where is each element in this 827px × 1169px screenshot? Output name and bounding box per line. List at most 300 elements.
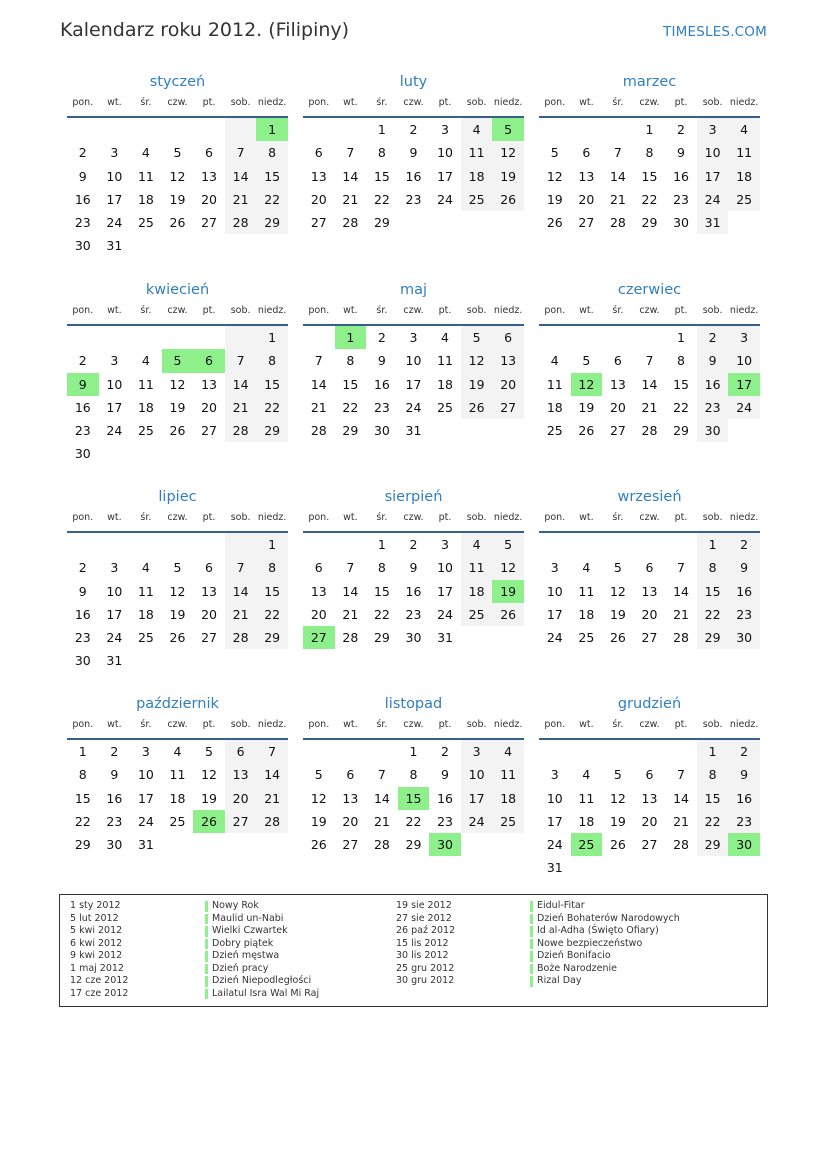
day-cell: 22 (342, 399, 359, 415)
weekday-label: pon. (544, 719, 566, 730)
day-cell: 23 (405, 191, 422, 207)
week-row (67, 373, 288, 396)
week-row (539, 833, 760, 856)
day-cell: 4 (461, 118, 493, 141)
day-cell: 18 (137, 191, 154, 207)
legend-date: 30 lis 2012 (396, 950, 449, 961)
day-cell: 1 (409, 744, 418, 759)
day-cell: 30 (728, 626, 760, 649)
day-cell: 25 (461, 603, 493, 626)
empty-day-cell (461, 211, 493, 234)
weekday-label: wt. (107, 305, 122, 316)
weekday-label: czw. (403, 512, 424, 523)
day-cell: 22 (256, 603, 288, 626)
day-cell: 27 (609, 423, 626, 439)
week-row (303, 556, 524, 579)
day-cell: 18 (461, 580, 493, 603)
day-cell: 22 (256, 396, 288, 419)
day-cell: 3 (110, 353, 119, 369)
week-row (303, 580, 524, 603)
day-cell: 2 (697, 326, 729, 349)
week-row (67, 740, 288, 763)
day-cell: 10 (106, 583, 123, 599)
day-cell: 7 (225, 141, 257, 164)
week-row (67, 833, 288, 856)
day-cell: 14 (641, 376, 658, 392)
day-cell: 8 (377, 145, 386, 161)
day-cell: 6 (205, 560, 213, 576)
weekday-label: niedz. (493, 512, 523, 523)
empty-day-cell (193, 326, 225, 349)
day-cell: 11 (461, 141, 493, 164)
holiday-day-cell: 17 (728, 373, 760, 396)
weekday-label: pt. (674, 512, 688, 523)
empty-day-cell (162, 442, 194, 465)
day-cell: 6 (205, 145, 213, 161)
day-cell: 23 (728, 810, 760, 833)
day-cell: 30 (74, 653, 91, 669)
day-cell: 20 (201, 606, 217, 622)
day-cell: 9 (409, 560, 418, 576)
day-cell: 15 (697, 787, 729, 810)
empty-day-cell (99, 326, 131, 349)
empty-day-cell (225, 234, 257, 257)
weekday-label: pt. (202, 305, 216, 316)
weekday-label: czw. (403, 305, 424, 316)
day-cell: 15 (342, 376, 359, 392)
empty-day-cell (162, 326, 194, 349)
day-cell: 17 (437, 168, 453, 184)
day-cell: 12 (609, 583, 626, 599)
legend-holiday-name: Maulid un-Nabi (205, 913, 319, 926)
day-cell: 5 (550, 145, 559, 161)
empty-day-cell (130, 234, 162, 257)
day-cell: 16 (405, 583, 422, 599)
day-cell: 23 (74, 215, 91, 231)
day-cell: 9 (728, 556, 760, 579)
legend-date: 1 maj 2012 (70, 962, 124, 974)
day-cell: 26 (169, 630, 186, 646)
day-cell: 13 (225, 763, 257, 786)
weekday-label: pon. (72, 305, 94, 316)
day-cell: 17 (106, 399, 123, 415)
day-cell: 17 (546, 813, 563, 829)
day-cell: 5 (492, 533, 524, 556)
weekday-header (67, 94, 288, 116)
day-cell: 1 (78, 744, 87, 759)
day-cell: 18 (578, 813, 595, 829)
day-cell: 10 (697, 141, 729, 164)
day-cell: 21 (310, 399, 327, 415)
weekday-label: czw. (167, 512, 188, 523)
legend-holiday-name: Wielki Czwartek (205, 925, 319, 938)
day-cell: 19 (609, 606, 626, 622)
day-cell: 10 (106, 168, 123, 184)
day-cell: 15 (256, 580, 288, 603)
day-cell: 5 (205, 744, 213, 759)
day-cell: 31 (697, 211, 729, 234)
empty-day-cell (539, 326, 571, 349)
day-cell: 27 (201, 215, 217, 231)
day-cell: 4 (141, 560, 150, 576)
day-cell: 8 (78, 767, 87, 783)
week-row (67, 787, 288, 810)
day-cell: 8 (346, 353, 355, 369)
brand-logo[interactable]: TIMESLES.COM (663, 24, 767, 40)
empty-day-cell (162, 533, 194, 556)
weekday-label: pt. (438, 719, 452, 730)
day-cell: 2 (377, 330, 386, 345)
empty-day-cell (130, 118, 162, 141)
day-cell: 9 (110, 767, 119, 783)
month-name: listopad (384, 696, 443, 712)
day-cell: 16 (74, 399, 91, 415)
weekday-label: sob. (702, 305, 723, 316)
day-cell: 29 (673, 423, 689, 439)
day-cell: 24 (697, 188, 729, 211)
day-cell: 9 (728, 763, 760, 786)
day-cell: 11 (546, 376, 563, 392)
empty-day-cell (461, 419, 493, 442)
day-cell: 5 (582, 353, 591, 369)
weekday-label: śr. (376, 719, 388, 730)
day-cell: 20 (492, 373, 524, 396)
legend-date: 6 kwi 2012 (70, 937, 123, 949)
weekday-label: czw. (639, 719, 660, 730)
day-cell: 8 (697, 763, 729, 786)
weekday-label: niedz. (493, 719, 523, 730)
weekday-label: czw. (167, 305, 188, 316)
empty-day-cell (193, 234, 225, 257)
day-cell: 25 (578, 630, 595, 646)
day-cell: 7 (346, 560, 355, 576)
day-cell: 29 (641, 215, 658, 231)
day-cell: 11 (578, 583, 595, 599)
day-cell: 30 (697, 419, 729, 442)
weekday-label: wt. (107, 512, 122, 523)
day-cell: 14 (342, 168, 359, 184)
weekday-header (67, 509, 288, 531)
week-row (539, 165, 760, 188)
week-row (67, 188, 288, 211)
day-cell: 11 (578, 790, 595, 806)
week-row (539, 349, 760, 372)
holiday-day-cell: 30 (429, 833, 461, 856)
day-cell: 4 (173, 744, 182, 759)
day-cell: 7 (225, 349, 257, 372)
legend-holiday-name: Id al-Adha (Święto Ofiary) (530, 925, 680, 938)
day-cell: 19 (201, 790, 217, 806)
day-cell: 4 (492, 740, 524, 763)
day-cell: 18 (137, 606, 154, 622)
week-row (303, 396, 524, 419)
legend-date: 1 sty 2012 (70, 900, 121, 911)
day-cell: 24 (106, 630, 123, 646)
day-cell: 29 (697, 626, 729, 649)
day-cell: 1 (645, 122, 654, 137)
day-cell: 23 (106, 813, 123, 829)
day-cell: 6 (346, 767, 355, 783)
month-name: sierpień (384, 489, 443, 505)
empty-day-cell (225, 833, 257, 856)
day-cell: 16 (106, 790, 123, 806)
week-row (67, 649, 288, 672)
day-cell: 15 (697, 580, 729, 603)
day-cell: 9 (78, 168, 87, 184)
day-cell: 29 (74, 837, 91, 853)
empty-day-cell (130, 649, 162, 672)
day-cell: 21 (673, 606, 689, 622)
day-cell: 24 (405, 399, 422, 415)
week-row (303, 626, 524, 649)
day-cell: 1 (697, 740, 729, 763)
empty-day-cell (303, 533, 335, 556)
day-cell: 14 (673, 790, 689, 806)
week-row (303, 419, 524, 442)
empty-day-cell (225, 442, 257, 465)
weekday-label: pon. (544, 512, 566, 523)
day-cell: 25 (461, 188, 493, 211)
day-cell: 4 (441, 330, 449, 345)
day-cell: 11 (137, 376, 154, 392)
weekday-label: sob. (230, 719, 251, 730)
legend-holiday-name: Nowy Rok (205, 900, 319, 913)
day-cell: 19 (169, 606, 186, 622)
day-cell: 21 (225, 188, 257, 211)
weekday-label: sob. (702, 97, 723, 108)
empty-day-cell (492, 419, 524, 442)
weekday-label: śr. (612, 719, 624, 730)
day-cell: 12 (201, 767, 217, 783)
day-cell: 13 (310, 583, 327, 599)
empty-day-cell (303, 326, 335, 349)
day-cell: 4 (461, 533, 493, 556)
day-cell: 2 (78, 353, 87, 369)
month-block (539, 278, 760, 442)
day-cell: 27 (641, 630, 658, 646)
empty-day-cell (602, 856, 634, 879)
day-cell: 15 (373, 168, 390, 184)
day-cell: 23 (697, 396, 729, 419)
legend-dates-column-2 (396, 900, 455, 988)
day-cell: 24 (461, 810, 493, 833)
day-cell: 10 (461, 763, 493, 786)
empty-day-cell (225, 118, 257, 141)
empty-day-cell (130, 326, 162, 349)
holiday-day-cell: 6 (193, 349, 225, 372)
weekday-label: niedz. (729, 305, 759, 316)
weekday-label: sob. (230, 305, 251, 316)
weekday-label: śr. (612, 97, 624, 108)
empty-day-cell (162, 649, 194, 672)
week-row (67, 763, 288, 786)
day-cell: 10 (546, 790, 563, 806)
day-cell: 26 (609, 837, 626, 853)
day-cell: 16 (74, 606, 91, 622)
legend-names-column-2 (530, 900, 680, 988)
month-name: marzec (622, 74, 677, 90)
empty-day-cell (366, 740, 398, 763)
weekday-label: niedz. (729, 512, 759, 523)
day-cell: 25 (546, 423, 563, 439)
empty-day-cell (225, 649, 257, 672)
day-cell: 14 (225, 580, 257, 603)
day-cell: 6 (225, 740, 257, 763)
legend-date: 25 gru 2012 (396, 962, 455, 974)
holiday-day-cell: 1 (256, 118, 288, 141)
day-cell: 2 (728, 740, 760, 763)
day-cell: 12 (310, 790, 327, 806)
empty-day-cell (571, 740, 603, 763)
day-cell: 31 (106, 238, 123, 254)
day-cell: 23 (74, 630, 91, 646)
day-cell: 7 (314, 353, 323, 369)
weekday-label: wt. (107, 719, 122, 730)
day-cell: 28 (373, 837, 390, 853)
day-cell: 2 (728, 533, 760, 556)
empty-day-cell (193, 118, 225, 141)
day-cell: 8 (256, 349, 288, 372)
day-cell: 8 (677, 353, 685, 369)
day-cell: 10 (437, 145, 453, 161)
day-cell: 5 (173, 560, 182, 576)
empty-day-cell (398, 211, 430, 234)
day-cell: 25 (437, 399, 453, 415)
day-cell: 7 (645, 353, 654, 369)
empty-day-cell (665, 533, 697, 556)
legend-holiday-name: Eidul-Fitar (530, 900, 680, 913)
day-cell: 24 (437, 191, 453, 207)
week-row (303, 349, 524, 372)
legend-dates-column-1 (70, 900, 128, 1000)
week-row (303, 373, 524, 396)
empty-day-cell (571, 118, 603, 141)
weekday-label: czw. (167, 97, 188, 108)
day-cell: 27 (641, 837, 658, 853)
day-cell: 14 (673, 583, 689, 599)
day-cell: 18 (137, 399, 154, 415)
day-cell: 15 (256, 165, 288, 188)
month-block (67, 278, 288, 466)
day-cell: 27 (201, 423, 217, 439)
day-cell: 2 (110, 744, 119, 759)
day-cell: 25 (492, 810, 524, 833)
empty-day-cell (539, 118, 571, 141)
holiday-day-cell: 27 (303, 626, 335, 649)
weekday-label: niedz. (257, 719, 287, 730)
day-cell: 29 (373, 215, 390, 231)
day-cell: 2 (441, 744, 449, 759)
day-cell: 26 (492, 188, 524, 211)
day-cell: 24 (106, 423, 123, 439)
week-row (67, 234, 288, 257)
day-cell: 3 (728, 326, 760, 349)
month-name: październik (136, 696, 219, 712)
week-row (303, 165, 524, 188)
day-cell: 17 (546, 606, 563, 622)
weekday-label: wt. (343, 305, 358, 316)
day-cell: 1 (697, 533, 729, 556)
weekday-label: sob. (466, 719, 487, 730)
weekday-label: pon. (544, 305, 566, 316)
day-cell: 4 (728, 118, 760, 141)
day-cell: 14 (373, 790, 390, 806)
week-row (67, 419, 288, 442)
weekday-label: pt. (202, 512, 216, 523)
month-block (303, 278, 524, 442)
legend-holiday-name: Lailatul Isra Wal Mi Raj (205, 988, 319, 1001)
day-cell: 20 (578, 191, 595, 207)
day-cell: 13 (641, 790, 658, 806)
month-block (303, 70, 524, 234)
month-name: luty (399, 74, 428, 90)
day-cell: 27 (492, 396, 524, 419)
weekday-label: pt. (674, 97, 688, 108)
weekday-label: pt. (438, 305, 452, 316)
week-row (539, 556, 760, 579)
weekday-label: śr. (140, 97, 152, 108)
legend-holiday-name: Dzień męstwa (205, 950, 319, 963)
day-cell: 1 (677, 330, 685, 345)
weekday-label: niedz. (729, 97, 759, 108)
empty-day-cell (728, 419, 760, 442)
holiday-day-cell: 12 (571, 373, 603, 396)
day-cell: 9 (409, 145, 418, 161)
legend-names-column-1 (205, 900, 319, 1000)
day-cell: 13 (578, 168, 595, 184)
day-cell: 27 (201, 630, 217, 646)
day-cell: 16 (728, 787, 760, 810)
empty-day-cell (539, 740, 571, 763)
day-cell: 22 (697, 603, 729, 626)
legend-holiday-name: Dobry piątek (205, 938, 319, 951)
empty-day-cell (162, 833, 194, 856)
day-cell: 15 (641, 168, 658, 184)
day-cell: 20 (310, 191, 327, 207)
week-row (303, 211, 524, 234)
weekday-label: niedz. (257, 305, 287, 316)
week-row (67, 626, 288, 649)
empty-day-cell (665, 740, 697, 763)
day-cell: 8 (645, 145, 654, 161)
empty-day-cell (256, 833, 288, 856)
day-cell: 18 (728, 165, 760, 188)
day-cell: 19 (546, 191, 563, 207)
day-cell: 12 (169, 583, 186, 599)
day-cell: 25 (137, 630, 154, 646)
week-row (303, 833, 524, 856)
day-cell: 8 (377, 560, 386, 576)
weekday-label: wt. (579, 719, 594, 730)
empty-day-cell (193, 442, 225, 465)
weekday-label: niedz. (729, 719, 759, 730)
day-cell: 8 (697, 556, 729, 579)
week-row (539, 373, 760, 396)
week-row (539, 763, 760, 786)
day-cell: 16 (728, 580, 760, 603)
legend-holiday-name: Dzień Niepodległości (205, 975, 319, 988)
weekday-label: sob. (466, 512, 487, 523)
weekday-label: pon. (72, 97, 94, 108)
day-cell: 6 (645, 560, 654, 576)
day-cell: 12 (546, 168, 563, 184)
day-cell: 11 (137, 583, 154, 599)
day-cell: 7 (677, 767, 685, 783)
empty-day-cell (728, 856, 760, 879)
day-cell: 27 (310, 215, 327, 231)
day-cell: 22 (697, 810, 729, 833)
month-name: styczeń (149, 74, 206, 90)
